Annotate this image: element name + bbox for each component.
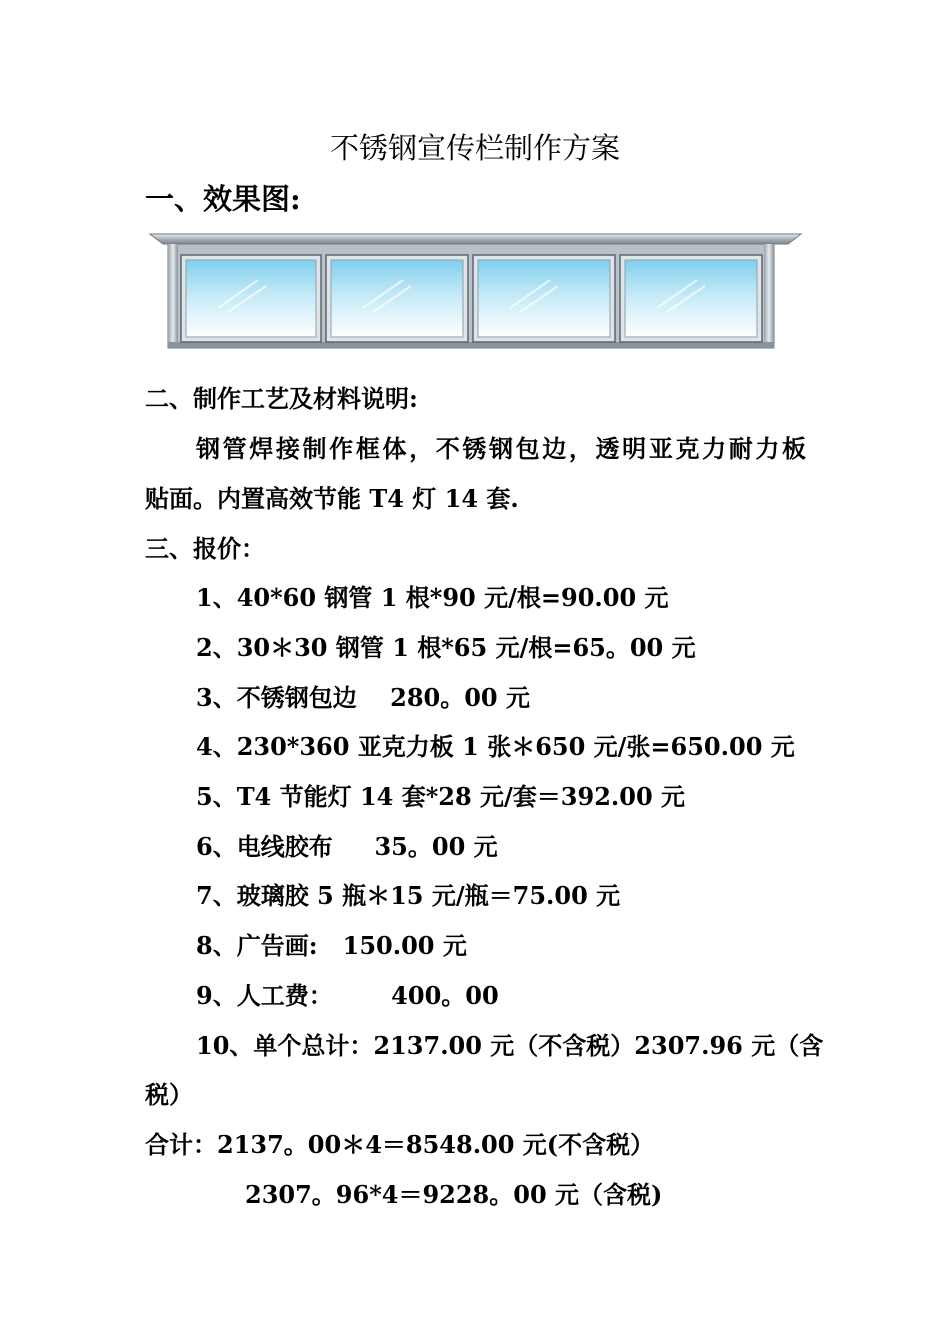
quote-item-10-line-1: 10、单个总计：2137.00 元（不含税）2307.96 元（含	[196, 1031, 824, 1060]
section-heading-effect: 一、效果图:	[145, 182, 301, 216]
quote-item-8: 8、广告画: 150.00 元	[196, 931, 467, 960]
quote-item-2: 2、30＊30 钢管 1 根*65 元/根=65。00 元	[196, 633, 696, 662]
quote-item-7: 7、玻璃胶 5 瓶＊15 元/瓶＝75.00 元	[196, 881, 621, 910]
quote-item-4: 4、230*360 亚克力板 1 张＊650 元/张=650.00 元	[196, 732, 795, 761]
process-description-line-1: 钢管焊接制作框体，不锈钢包边，透明亚克力耐力板	[196, 434, 806, 463]
total-line-1: 合计：2137。00＊4＝8548.00 元(不含税）	[145, 1130, 655, 1159]
process-description-line-2: 贴面。内置高效节能 T4 灯 14 套.	[145, 484, 519, 513]
total-line-2: 2307。96*4＝9228。00 元（含税)	[245, 1180, 663, 1209]
quote-item-10-line-2: 税）	[145, 1080, 193, 1109]
quote-item-9: 9、人工费： 400。00	[196, 981, 499, 1010]
document-title: 不锈钢宣传栏制作方案	[329, 131, 620, 165]
display-board-illustration	[148, 230, 803, 352]
quote-item-6: 6、电线胶布 35。00 元	[196, 832, 498, 861]
quote-item-5: 5、T4 节能灯 14 套*28 元/套＝392.00 元	[196, 782, 685, 811]
section-heading-quote: 三、报价：	[145, 534, 265, 563]
quote-item-3: 3、不锈钢包边 280。00 元	[196, 683, 530, 712]
quote-item-1: 1、40*60 钢管 1 根*90 元/根=90.00 元	[196, 583, 669, 612]
section-heading-process: 二、制作工艺及材料说明:	[145, 384, 418, 413]
